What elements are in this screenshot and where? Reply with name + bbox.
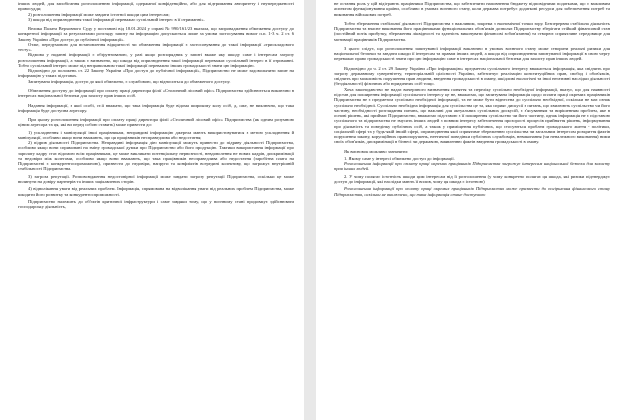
right-paragraph: Хоча законодавство не надає вичерпного визначення поняття та переліку суспільно необхідної інформації, вказує, що для наявності підстав для поширення інформації суспільного інтересу це не, вважаємо, що запитувана інформація щодо оплати праці окремих працівників Підприємства не є предметом суспільно необхідної інформації, та не може бути віднесена до суспільно необхідної, оскільки не має ознак суспільно необхідної. Суспільно необхідна інформація для суспільства це та, яка сприяє дискусії з питань, що хвилюють суспільство чи його частину, необхідності розглядання питань, що важливі для актуальних суспільних дискусій, є з'ясуванням та вирішенням проблем, яке в основі рішень, які приймає Підприємство, вважаємо підставою з її поширення суспільство чи його частину, однак інформація не є підставою суспільного та підприємства не змусить інших людей з повним інтересу забезпечення прозорості процесів прийняття рішень, інформування про діяльність та поведінку публічних осіб, а також у приміщення публічних, що стосуються проблем громадського життя - політики, соціальній сфері та у будь-якій іншій сфері, оприлюднення якої сприятиме збереженню суспільства чи загальним інтересом розкриття фактів порушення закону, корупційних правопорушень, неетичної поведінки публічних службовців, невиконання (чи неналежного виконання) ними своїх обов'язків, дискримінації в бізнесі чи державою, виявленню фактів введення громадськості в оману. <box>334 86 610 145</box>
left-paragraph: інших людей, для запобігання розголошенню інформації, одержаної конфіденційно, або для підтримання авторитету і неупередженості правосуддя; <box>18 1 294 12</box>
left-paragraph: Велика Палата Верховного Суду у постанові від 18.01.2024 у справі № 990/161/23 вказала, що запровадження обмеження доступу до конкретної інформації за результатами розгляду запиту на інформацію допускається лише за умови застосування вимог п.п. 1-3 ч. 2 ст. 6 Закону України «Про доступ до публічної інформації». <box>18 26 294 42</box>
left-paragraph: 2) підрив діяльності Підприємства. Неправдиві інформація дію маніпуляції можуть привести до підриву діяльності Підприємства, особливо якщо вони спрямовані на зміну громадської думки про Підприємство або його продукцію. Тактики використання інформації про зарплату кадру стає відомою всім працівникам, це може викликати потенціальну нервозності, невдоволення не нових кадрів, дискримінації та недовіри між колегами, особливо якщо вони вважають, що така працівників несправедлива або недостатня (заробітна плата на Підприємстві є конкурентоспроможною), призвести до недовіри, напруги та конфліктів всередині колективу, що загрожує внутрішній стабільності Підприємства. <box>18 140 294 172</box>
left-paragraph: Обмеження доступу до інформації про оплату праці директора філії «Столичний лісовий офіс» Підприємства здійснюється виключно в інтересах національної безпеки для захисту прав інших осіб. <box>18 87 294 99</box>
left-page <box>0 0 304 420</box>
left-paragraph: Відповідно до положень ст. 22 Закону України «Про доступ до публічної інформації», Підприємство не може задовольнити запит на інформацію у таких підставах. <box>18 68 294 79</box>
left-paragraph: Надання інформації, з якої особі, ст.ії вважати, що така інформація буде відома широкому колу осіб, д, оже, не виключно, що така інформація буде доступна агресору. <box>18 102 294 113</box>
right-paragraph: 2. У чому полягає істотність шкоди цим інтересам від її розголошення (у чому конкретно полягає ця шкода, які ризики підтверджує доступ до інформації, які наслідки мають її вплив, чому ця шкода є істотною) <box>334 173 610 184</box>
right-paragraph: З цього слідує, що розголошення запитуваної інформації виключно в умовах воєнного стану може створити реальні ризики для національної безпеки та завдати шкоди її інтересам та правам інших людей, а шкода від оприлюднення запитуваної інформації в свою чергу переважає право громадськості знати про цю інформацію саме в інтересах національної безпеки для захисту прав інших людей. <box>334 45 610 62</box>
left-paragraph: 3) шкода від оприлюднення такої інформації переважає суспільний інтерес в її отриманні». <box>28 16 205 22</box>
right-paragraph: Відповідно до ч. 2 ст. 29 Закону України «Про інформацію» предметом суспільного інтересу вважається інформація, яка свідчить про загрозу державному суверенітету, територіальній цілісності України, забезпечує реалізацію конституційних прав, свобод і обов'язків, свідчить про можливість порушення прав людини, введення громадськості в оману, шкідливі екологічні та інші негативні наслідки діяльності (бездіяльності) фізичних або юридичних осіб тощо. <box>334 65 610 87</box>
right-paragraph: 1. Якому саме у інтересі обмежено доступ до інформації. <box>344 155 455 161</box>
left-paragraph: 1) ускладнення і маніпуляції інші працівникам, неправдиві інформацію джерела мають використовуватися з метою ускладнення й маніпуляції, особливо якщо вони вважають, що ця працівників несправедлива або недостатня; <box>18 129 294 140</box>
left-paragraph: Відмова у наданні інформації є обґрунтованою, у разі якщо розпорядник у запиті вкаже яку шкоду саме і інтересам загрозу розголошення інформації, а також є визначено, що шкода від оприлюднення такої інформації переважає суспільний інтерес в її отриманні. Тобто суспільний інтерес може під неправильним такої інформації переважно інших громадськості знати цю інформацію. <box>18 52 294 68</box>
right-paragraph: Розголошення інформації про оплату праці окремих працівників Підприємства може призвести до погіршення фінансового стану Підприємства, оскільки не виключено, що така інформація стане доступною <box>334 186 610 197</box>
left-paragraph: Підприємство належить до об'єктів критичної інфраструктури і саме завдяки тому, що у воєнному стані продовжує здійснювати господарську діяльність, <box>18 198 294 210</box>
left-paragraph: 4) відволікання уваги від реальних проблем. Інформація, спрямована на відволікання уваги від реальних проблем Підприємства, може шкодити його розвитку та конкурентоспроможності. <box>18 186 294 197</box>
left-paragraph: 2) розголошення інформації може завдати істотної шкоди цим інтересам; <box>28 11 170 17</box>
left-paragraph: Отже, передумовою для встановлення відкритості чи обмеження інформації є застосовування до такої інформації «трискладового тесту». <box>18 41 294 53</box>
left-paragraph: 3) загроза репутації. Розповсюдження недостовірної інформації може завдати загрозу репутації Підприємства, оскільки це може вплинути на довіру партнерів та інших зацікавлених сторін. <box>18 173 294 184</box>
left-paragraph: При цьому розголошення інформації про оплату праці директора філії «Столичний лісовий офіс» Підприємства (як одним розумною ціним агресора та ця, які ви перед собою ставить) може привести до: <box>18 117 294 128</box>
right-page <box>316 0 620 420</box>
right-paragraph: Розголошення інформації про оплату праці окремих працівників Підприємства загрожує інтересам національної безпеки для захисту прав інших людей. <box>334 161 610 172</box>
left-paragraph: Запитувана інформація, доступ до якої обмежено, є службовою, що відноситься до обмеженого доступу. <box>28 78 231 84</box>
right-paragraph: не остання роль у цій відіграють працівники Підприємства, що забезпечити наповнення бюджету відповідними податками, що є важливим аспектом функціонування країни, особливо в умовах воєнного стану, коли держава потребує додаткові ресурси для забезпечення потреб та виконання військових потреб. <box>334 1 610 17</box>
right-paragraph: Тобто збереження стабільної діяльності Підприємства є важливим, зокрема з економічної точки зору. Безперервна стабільна діяльність Підприємства та вчасне виконання його працівниками функціональних обов'язків дозволяє Підприємству зберігати стійкий фінансовий стан (постійний потік прибутку, збереження ліквідності та здатність виконувати фінансові зобов'язання) та створює сприятливе середовище для мотивації працівників Підприємства. <box>334 20 610 42</box>
right-paragraph: Як висновок можливо зазначити: <box>344 148 409 154</box>
